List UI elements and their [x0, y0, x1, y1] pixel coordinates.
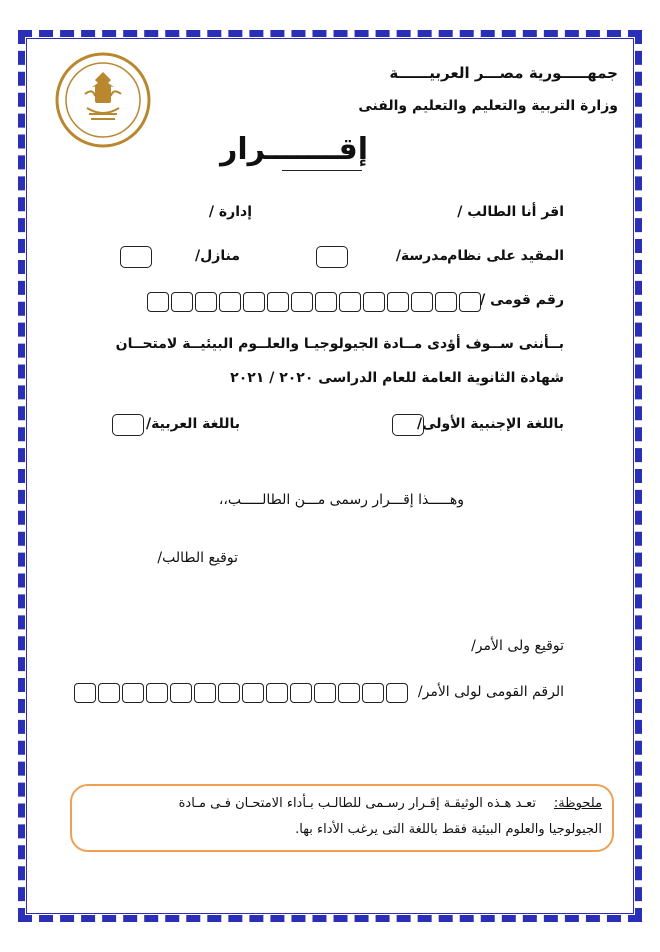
ministry-heading: وزارة التربية والتعليم والتعليم والفنى: [358, 98, 618, 114]
digit-box[interactable]: [362, 683, 384, 703]
digit-box[interactable]: [266, 683, 288, 703]
digit-box[interactable]: [386, 683, 408, 703]
digit-box[interactable]: [363, 292, 385, 312]
student-name-label: اقر أنا الطالب /: [457, 204, 564, 220]
digit-box[interactable]: [122, 683, 144, 703]
digit-box[interactable]: [411, 292, 433, 312]
digit-box[interactable]: [98, 683, 120, 703]
official-statement: وهـــــذا إقـــرار رسمى مـــن الطالـــــب،،: [218, 492, 464, 508]
republic-heading: جمهـــــورية مصـــر العربيــــــة: [389, 64, 618, 82]
national-id-label: رقم قومى /: [480, 292, 564, 308]
note-line-1: تعـد هـذه الوثيقـة إقـرار رسـمى للطالـب بـأداء الامتحـان فـى مـادة: [178, 796, 536, 811]
digit-box[interactable]: [315, 292, 337, 312]
digit-box[interactable]: [243, 292, 265, 312]
digit-box[interactable]: [194, 683, 216, 703]
arabic-language-label: باللغة العربية/: [146, 416, 240, 432]
digit-box[interactable]: [314, 683, 336, 703]
digit-box[interactable]: [74, 683, 96, 703]
guardian-id-boxes[interactable]: [74, 683, 408, 703]
note-line-2: الجيولوجيا والعلوم البيئية فقط باللغة التى يرغب الأداء بها.: [295, 822, 602, 837]
digit-box[interactable]: [171, 292, 193, 312]
foreign-language-checkbox[interactable]: [392, 414, 424, 436]
digit-box[interactable]: [267, 292, 289, 312]
digit-box[interactable]: [170, 683, 192, 703]
note-label: ملحوظة:: [553, 796, 602, 811]
digit-box[interactable]: [218, 683, 240, 703]
title-underline: [282, 170, 362, 171]
foreign-language-label: باللغة الإجنبية الأولى/: [416, 416, 564, 432]
digit-box[interactable]: [435, 292, 457, 312]
page-title: إقـــــــرار: [220, 132, 368, 167]
digit-box[interactable]: [147, 292, 169, 312]
ministry-logo: [55, 52, 151, 148]
digit-box[interactable]: [338, 683, 360, 703]
enrolled-label: المقيد على نظام: [447, 248, 564, 264]
digit-box[interactable]: [290, 683, 312, 703]
digit-box[interactable]: [387, 292, 409, 312]
digit-box[interactable]: [459, 292, 481, 312]
guardian-id-label: الرقم القومى لولى الأمر/: [417, 684, 564, 700]
digit-box[interactable]: [291, 292, 313, 312]
arabic-language-checkbox[interactable]: [112, 414, 144, 436]
digit-box[interactable]: [339, 292, 361, 312]
note-box: [70, 784, 614, 852]
school-label: مدرسة/: [395, 248, 448, 264]
digit-box[interactable]: [195, 292, 217, 312]
digit-box[interactable]: [219, 292, 241, 312]
home-label: منازل/: [195, 248, 240, 264]
school-checkbox[interactable]: [316, 246, 348, 268]
statement-line-2: شهادة الثانوية العامة للعام الدراسى ٢٠٢٠ / ٢٠٢١: [230, 370, 564, 386]
student-signature-label: توقيع الطالب/: [157, 550, 238, 566]
digit-box[interactable]: [242, 683, 264, 703]
guardian-signature-label: توقيع ولى الأمر/: [471, 638, 564, 654]
national-id-boxes[interactable]: [147, 292, 481, 312]
digit-box[interactable]: [146, 683, 168, 703]
admin-label: إدارة /: [208, 204, 252, 220]
home-checkbox[interactable]: [120, 246, 152, 268]
statement-line-1: بــأننى ســوف أؤدى مــادة الجيولوجيـا والعلــوم البيئيــة لامتحــان: [115, 336, 564, 352]
